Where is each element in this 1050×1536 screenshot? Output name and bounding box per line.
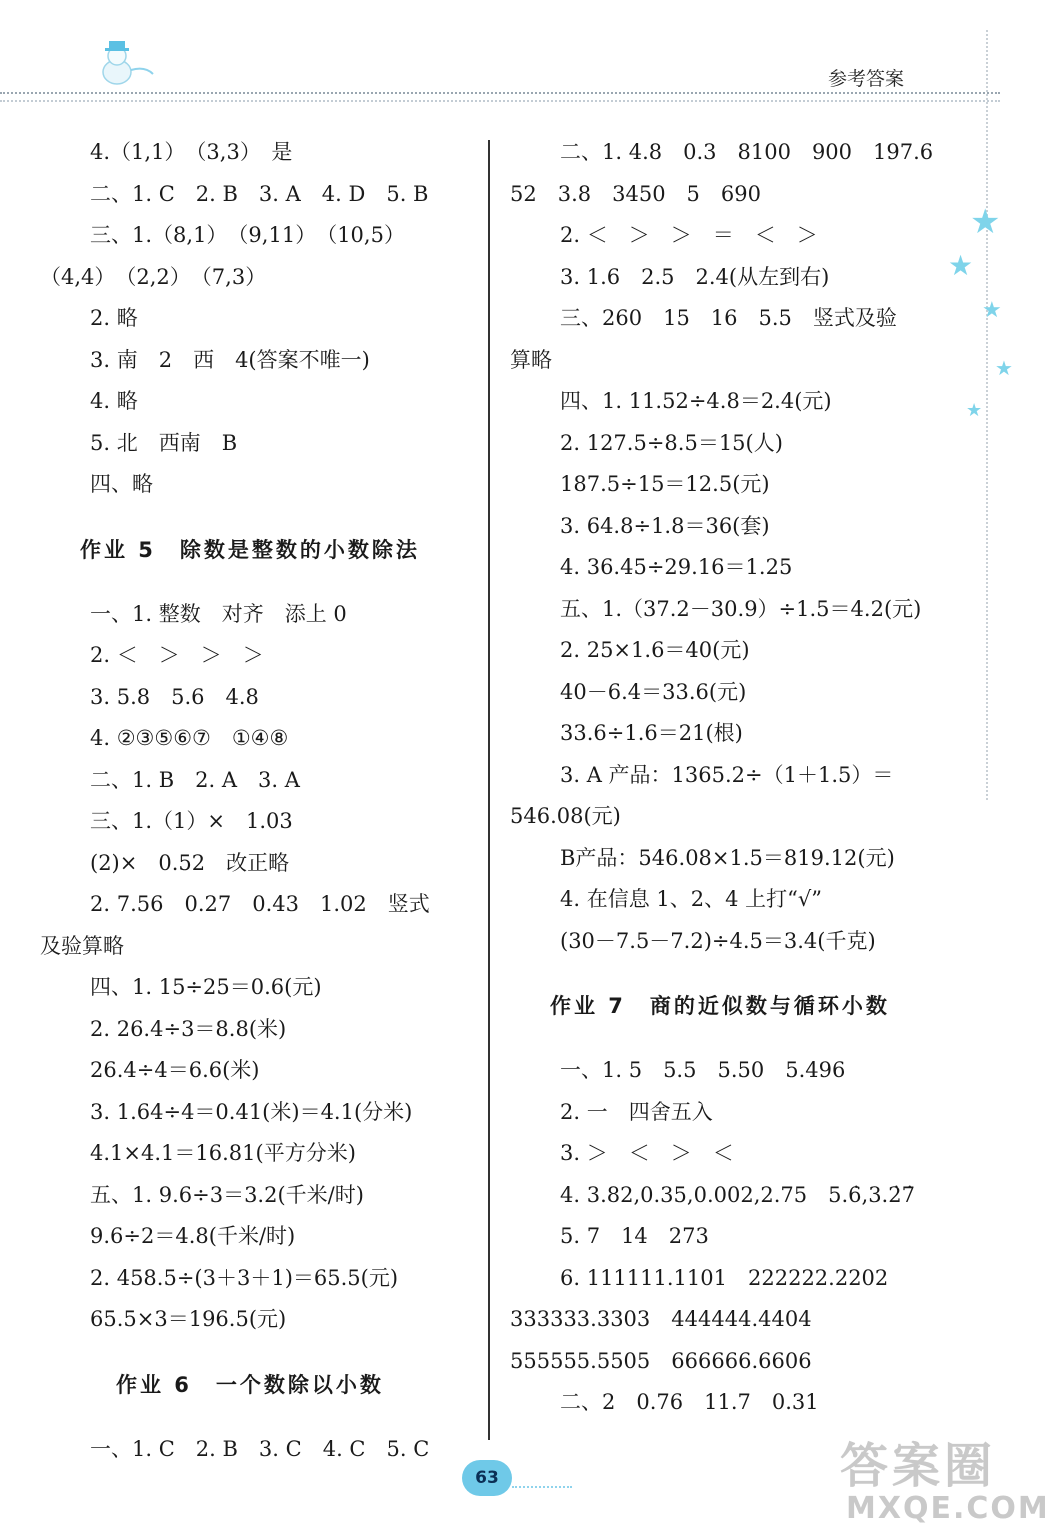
- answer-line: 2. 458.5÷(3＋3＋1)＝65.5(元): [90, 1265, 399, 1290]
- answer-line: 三、260 15 16 5.5 竖式及验: [560, 306, 897, 330]
- answer-line: 65.5×3＝196.5(元): [90, 1307, 287, 1331]
- answer-line: 3. 1.6 2.5 2.4(从左到右): [560, 264, 830, 289]
- answer-line: 6. 111111.1101 222222.2202: [560, 1265, 889, 1290]
- answer-line: 187.5÷15＝12.5(元): [560, 472, 770, 496]
- answer-line: 3. 1.64÷4＝0.41(米)＝4.1(分米): [90, 1099, 413, 1124]
- answer-line: 33.6÷1.6＝21(根): [560, 721, 743, 745]
- section-title: 作业 5 除数是整数的小数除法: [80, 537, 420, 562]
- header-logo: [95, 38, 155, 94]
- watermark: [840, 1438, 1050, 1530]
- answer-line: 2. ＜ ＞ ＞ ＝ ＜ ＞: [560, 223, 818, 247]
- answer-line: 546.08(元): [510, 804, 621, 828]
- answer-line: 一、1. 整数 对齐 添上 0: [90, 601, 347, 626]
- answer-line: 2. 7.56 0.27 0.43 1.02 竖式: [90, 892, 430, 916]
- margin-rule: [986, 30, 988, 800]
- star-icon: ★: [970, 202, 1001, 242]
- header-rule-secondary: [0, 100, 1000, 102]
- answer-line: 四、1. 11.52÷4.8＝2.4(元): [560, 389, 832, 413]
- header-title: 参考答案: [828, 68, 905, 90]
- answer-line: 五、1.（37.2－30.9）÷1.5＝4.2(元): [560, 596, 922, 621]
- answer-line: 3. 64.8÷1.8＝36(套): [560, 513, 770, 538]
- answer-line: 二、1. C 2. B 3. A 4. D 5. B: [90, 181, 429, 206]
- answer-line: 4.1×4.1＝16.81(平方分米): [90, 1141, 356, 1165]
- answer-line: 2. 25×1.6＝40(元): [560, 638, 750, 662]
- answer-line: 二、1. B 2. A 3. A: [90, 767, 300, 792]
- section-title: 作业 7 商的近似数与循环小数: [550, 994, 890, 1018]
- answer-line: 五、1. 9.6÷3＝3.2(千米/时): [90, 1182, 364, 1207]
- answer-line: 3. A 产品：1365.2÷（1＋1.5）＝: [560, 762, 894, 787]
- answer-line: 333333.3303 444444.4404: [510, 1307, 812, 1331]
- answer-line: 四、略: [90, 472, 153, 496]
- answer-line: 3. 5.8 5.6 4.8: [90, 684, 259, 709]
- answer-line: 四、1. 15÷25＝0.6(元): [90, 975, 322, 999]
- star-icon: ★: [995, 356, 1013, 380]
- answer-line: 4. 在信息 1、2、4 上打“√”: [560, 887, 822, 911]
- answer-line: (2)× 0.52 改正略: [90, 850, 290, 875]
- answer-line: 26.4÷4＝6.6(米): [90, 1058, 260, 1082]
- left-column: [40, 132, 480, 1470]
- watermark-url: MXQE.COM: [846, 1491, 1050, 1526]
- answer-line: 及验算略: [40, 933, 124, 958]
- answer-line: 一、1. 5 5.5 5.50 5.496: [560, 1058, 846, 1082]
- answer-line: 2. 26.4÷3＝8.8(米): [90, 1016, 287, 1041]
- answer-line: (30－7.5－7.2)÷4.5＝3.4(千克): [560, 928, 876, 953]
- answer-line: 40－6.4＝33.6(元): [560, 679, 747, 704]
- answer-line: 52 3.8 3450 5 690: [510, 181, 762, 206]
- answer-line: 三、1.（1）× 1.03: [90, 809, 293, 833]
- answer-line: 3. ＞ ＜ ＞ ＜: [560, 1141, 734, 1165]
- answer-line: 二、2 0.76 11.7 0.31: [560, 1390, 819, 1414]
- answer-line: 4. ②③⑤⑥⑦ ①④⑧: [90, 726, 289, 750]
- answer-line: 2. 略: [90, 306, 138, 330]
- answer-line: 555555.5505 666666.6606: [510, 1348, 812, 1373]
- answer-line: 三、1.（8,1） （9,11） （10,5）: [90, 223, 405, 247]
- answer-line: 5. 北 西南 B: [90, 430, 238, 455]
- watermark-text: 答案圈: [840, 1438, 997, 1494]
- answer-line: 2. ＜ ＞ ＞ ＞: [90, 643, 264, 667]
- column-divider: [488, 140, 490, 1440]
- answer-line: （4,4） （2,2） （7,3）: [40, 264, 267, 289]
- answer-line: 一、1. C 2. B 3. C 4. C 5. C: [90, 1436, 430, 1461]
- answer-line: 算略: [510, 347, 552, 372]
- star-icon: ★: [966, 400, 983, 421]
- answer-line: 2. 一 四舍五入: [560, 1099, 713, 1124]
- page-number: 63: [462, 1460, 512, 1496]
- answer-line: 4. 36.45÷29.16＝1.25: [560, 555, 793, 579]
- header-rule: [0, 92, 1000, 94]
- page-ornament: [512, 1470, 572, 1488]
- answer-line: 3. 南 2 西 4(答案不唯一): [90, 347, 370, 372]
- answer-line: 2. 127.5÷8.5＝15(人): [560, 430, 783, 455]
- answer-line: 4. 略: [90, 389, 138, 413]
- star-icon: ★: [948, 249, 974, 282]
- right-column: [510, 132, 960, 1424]
- star-icon: ★: [982, 298, 1002, 323]
- answer-line: B产品：546.08×1.5＝819.12(元): [560, 845, 895, 870]
- answer-line: 5. 7 14 273: [560, 1224, 709, 1248]
- answer-line: 4.（1,1） （3,3） 是: [90, 140, 293, 164]
- answer-line: 二、1. 4.8 0.3 8100 900 197.6: [560, 140, 934, 164]
- answer-line: 4. 3.82,0.35,0.002,2.75 5.6̇,3.2̇7̇: [560, 1182, 915, 1207]
- answer-line: 9.6÷2＝4.8(千米/时): [90, 1224, 296, 1248]
- section-title: 作业 6 一个数除以小数: [116, 1372, 384, 1397]
